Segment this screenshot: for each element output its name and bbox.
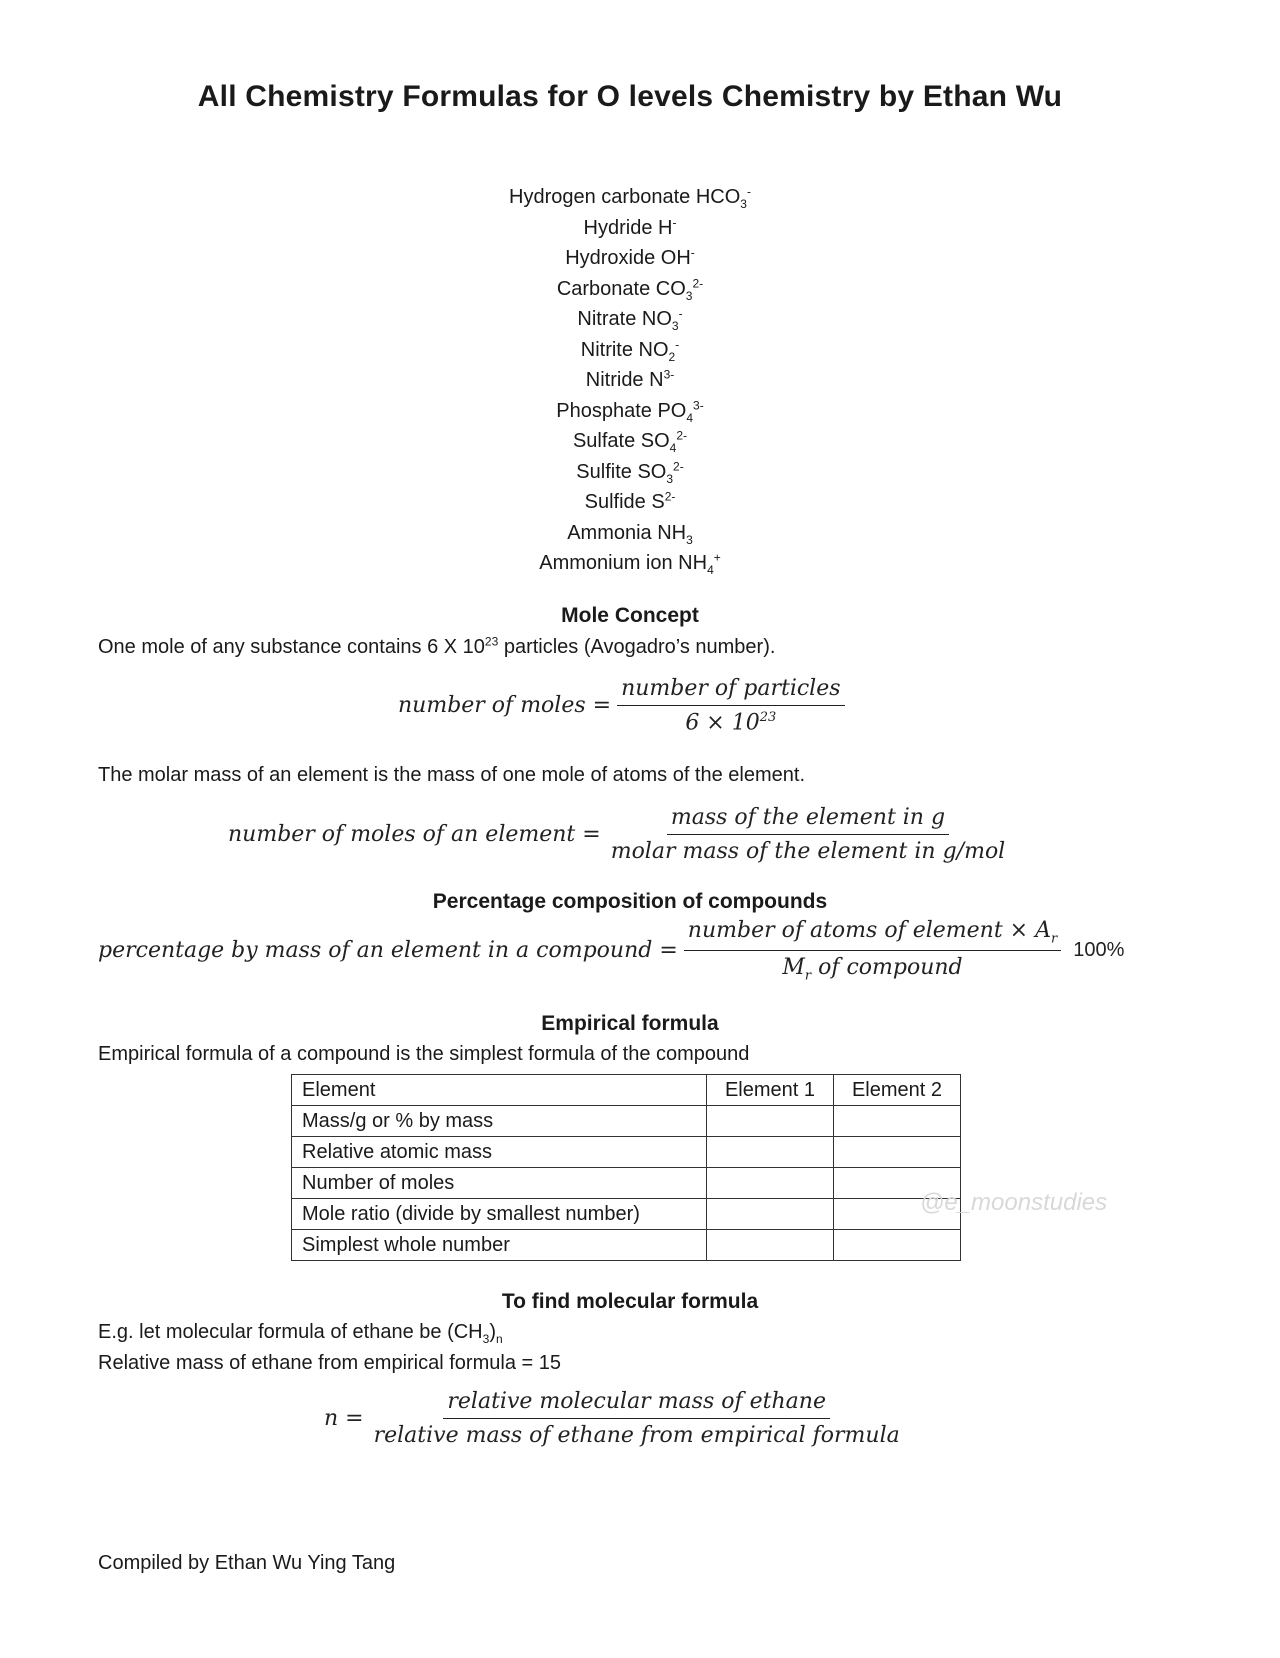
table-cell: Element 1 [707, 1075, 834, 1106]
table-cell [834, 1230, 961, 1261]
table-cell: Number of moles [292, 1168, 707, 1199]
percentage-composition-heading: Percentage composition of compounds [432, 890, 828, 913]
ion-item: Ammonia $NH_3$ [567, 521, 693, 547]
table-cell: Simplest whole number [292, 1230, 707, 1261]
table-cell [707, 1230, 834, 1261]
formula-denominator: molar mass of the element in g/mol [610, 839, 1006, 864]
formula-numerator: relative molecular mass of ethane [443, 1389, 830, 1419]
table-cell [834, 1106, 961, 1137]
formula-lhs: number of moles of an element = [228, 822, 601, 847]
ion-item: Sulfite $SO_3^{2-}$ [576, 458, 684, 486]
table-row [292, 1199, 961, 1230]
ion-item: Phosphate $PO_4^{3-}$ [556, 397, 704, 425]
empirical-mass-statement: Relative mass of ethane from empirical formula = 15 [98, 1352, 561, 1374]
footer-credit: Compiled by Ethan Wu Ying Tang [98, 1552, 396, 1574]
table-cell: Element 2 [834, 1075, 961, 1106]
mole-concept-heading: Mole Concept [561, 604, 699, 627]
ion-item: Nitrite $NO_2^-$ [580, 336, 680, 364]
table-cell [707, 1199, 834, 1230]
formula-lhs: percentage by mass of an element in a compound = [98, 938, 678, 964]
table-cell [707, 1106, 834, 1137]
percentage-by-mass-formula [98, 918, 1124, 984]
table-row [292, 1106, 961, 1137]
empirical-formula-heading: Empirical formula [541, 1012, 719, 1035]
table-cell: Element [292, 1075, 707, 1106]
ion-item: Ammonium ion $NH_4^+$ [539, 550, 721, 577]
molecular-n-formula [324, 1389, 904, 1448]
molecular-formula-heading: To find molecular formula [501, 1290, 759, 1313]
ion-item: Hydride H- [583, 214, 677, 239]
ion-item: Sulfate $SO_4^{2-}$ [572, 428, 688, 455]
formula-denominator: $6 \times 10^{23}$ [685, 710, 777, 736]
table-cell: Mole ratio (divide by smallest number) [292, 1199, 707, 1230]
table-cell [707, 1137, 834, 1168]
formula-numerator: number of particles [617, 676, 844, 706]
molecular-formula-example: E.g. let molecular formula of ethane be $(CH_3)_n$ [98, 1321, 503, 1346]
page-title: All Chemistry Formulas for O levels Chemistry by Ethan Wu [197, 80, 1063, 113]
table-cell: Mass/g or % by mass [292, 1106, 707, 1137]
ion-list [0, 182, 1260, 579]
formula-lhs: n = [324, 1406, 364, 1431]
empirical-formula-table [291, 1074, 961, 1261]
molar-mass-statement: The molar mass of an element is the mass of one mole of atoms of the element. [98, 764, 806, 786]
table-row [292, 1230, 961, 1261]
table-row [292, 1168, 961, 1199]
formula-numerator: mass of the element in g [667, 805, 949, 835]
moles-of-element-formula [228, 805, 1009, 864]
table-cell [707, 1168, 834, 1199]
formula-denominator: relative mass of ethane from empirical formula [373, 1423, 900, 1448]
formula-numerator: number of atoms of element × $A_r$ [684, 918, 1061, 951]
table-row [292, 1075, 961, 1106]
moles-from-particles-formula [398, 676, 845, 735]
ion-item: Nitrate $NO_3^-$ [577, 306, 683, 333]
ion-item: Sulfide $S^{2-}$ [584, 489, 676, 513]
watermark: @e_moonstudies [920, 1189, 1108, 1216]
percentage-multiplier: 100% [1073, 939, 1125, 962]
table-cell [834, 1137, 961, 1168]
avogadro-statement: One mole of any substance contains 6 X $10^{23}$ particles (Avogadro’s number). [98, 634, 776, 658]
ion-item: Hydroxide OH- [565, 245, 695, 269]
ion-item: Hydrogen carbonate $HCO_3^-$ [509, 184, 751, 211]
ion-item: Carbonate $CO_3^{2-}$ [556, 275, 704, 303]
formula-denominator: $M_r$ of compound [782, 955, 963, 984]
formula-lhs: number of moles = [398, 693, 612, 719]
empirical-formula-description: Empirical formula of a compound is the simplest formula of the compound [98, 1043, 750, 1065]
ion-item: Nitride $N^{3-}$ [585, 367, 675, 391]
table-row [292, 1137, 961, 1168]
table-cell: Relative atomic mass [292, 1137, 707, 1168]
